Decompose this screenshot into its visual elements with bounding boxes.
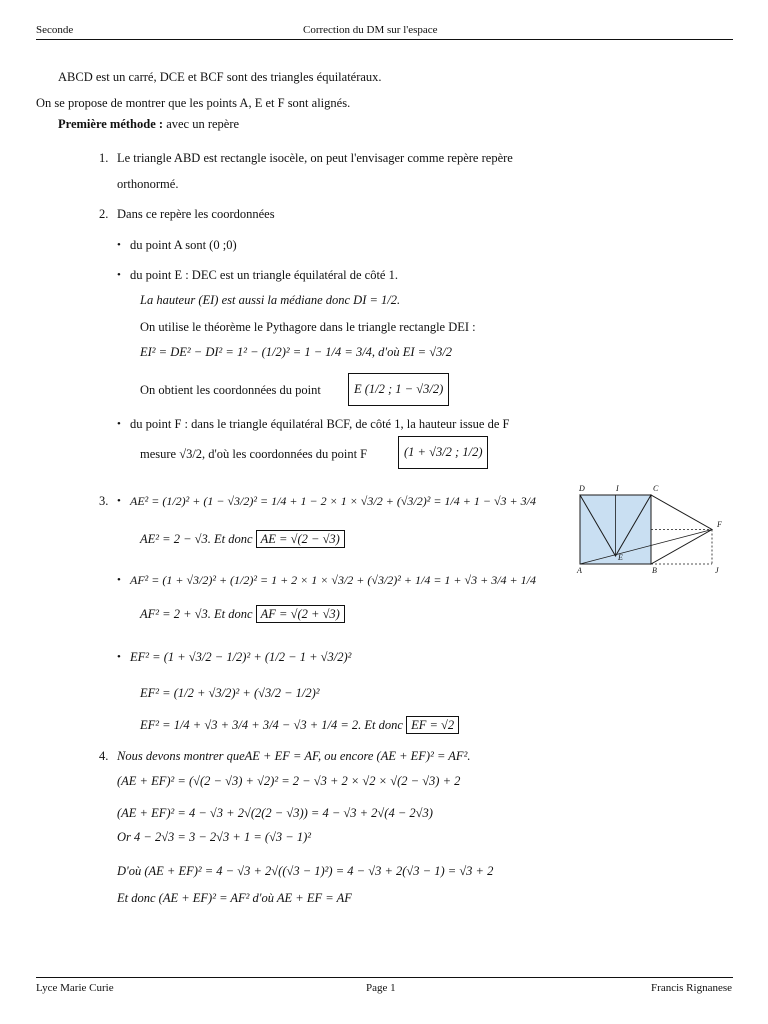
step4-line2: (AE + EF)² = (√(2 − √3) + √2)² = 2 − √3 + 2 × √2 × √(2 − √3) + 2	[117, 774, 461, 788]
af2-calc: AF² = (1 + √3/2)² + (1/2)² = 1 + 2 × 1 × √3/2 + (√3/2)² + 1/4 = 1 + √3 + 3/4 + 1/4	[130, 573, 536, 587]
ae-box: AE = √(2 − √3)	[256, 530, 345, 548]
bullet-e-line5: On obtient les coordonnées du point	[140, 383, 321, 397]
coord-f-box: (1 + √3/2 ; 1/2)	[398, 436, 488, 469]
footer-right: Francis Rignanese	[651, 982, 732, 994]
ae2-result-line	[140, 532, 345, 547]
bullet-dot: •	[117, 239, 121, 251]
header-left: Seconde	[36, 24, 74, 36]
method-label: Première méthode :	[58, 117, 164, 131]
step3-number: 3.	[99, 494, 109, 508]
intro-line1: ABCD est un carré, DCE et BCF sont des triangles équilatéraux.	[58, 70, 382, 84]
ef-box: EF = √2	[406, 716, 459, 734]
method-line	[58, 117, 239, 132]
bullet-dot: •	[117, 269, 121, 281]
af2-result-line	[140, 607, 345, 622]
step4-number: 4.	[99, 749, 109, 763]
step1-number: 1.	[99, 151, 109, 165]
step4-line4: Or 4 − 2√3 = 3 − 2√3 + 1 = (√3 − 1)²	[117, 830, 312, 844]
footer-left: Lyce Marie Curie	[36, 982, 114, 994]
bullet-dot: •	[117, 574, 121, 586]
ef2-line2: EF² = (1/2 + √3/2)² + (√3/2 − 1/2)²	[140, 686, 320, 700]
bullet-e-line2: La hauteur (EI) est aussi la médiane donc DI = 1/2.	[140, 293, 401, 307]
label-d: D	[579, 484, 585, 493]
ae2-result: AE² = 2 − √3. Et donc	[140, 532, 253, 546]
label-j: J	[715, 566, 719, 575]
step4-line5: D'où (AE + EF)² = 4 − √3 + 2√((√3 − 1)²) = 4 − √3 + 2(√3 − 1) = √3 + 2	[117, 864, 494, 878]
bullet-e-line4: EI² = DE² − DI² = 1² − (1/2)² = 1 − 1/4 = 3/4, d'où EI = √3/2	[140, 345, 453, 359]
af2-result: AF² = 2 + √3. Et donc	[140, 607, 253, 621]
step4-line1: Nous devons montrer queAE + EF = AF, ou encore (AE + EF)² = AF².	[117, 749, 471, 763]
step1-line1: Le triangle ABD est rectangle isocèle, on peut l'envisager comme repère repère	[117, 151, 513, 165]
label-b: B	[652, 566, 657, 575]
label-f: F	[717, 520, 722, 529]
step2-line1: Dans ce repère les coordonnées	[117, 207, 275, 221]
header-center: Correction du DM sur l'espace	[303, 24, 438, 36]
intro-line2: On se propose de montrer que les points A, E et F sont alignés.	[36, 96, 351, 110]
ef2-calc: EF² = (1 + √3/2 − 1/2)² + (1/2 − 1 + √3/2)²	[130, 650, 352, 664]
step1-line2: orthonormé.	[117, 177, 179, 191]
af-box: AF = √(2 + √3)	[256, 605, 345, 623]
label-i: I	[616, 484, 619, 493]
ef2-line3-wrap	[140, 718, 459, 733]
bullet-e-line1: du point E : DEC est un triangle équilatéral de côté 1.	[130, 268, 398, 282]
footer-rule	[36, 977, 733, 978]
label-a: A	[577, 566, 582, 575]
bullet-dot: •	[117, 651, 121, 663]
bullet-a: du point A sont (0 ;0)	[130, 238, 237, 252]
method-text: avec un repère	[166, 117, 240, 131]
bullet-dot: •	[117, 418, 121, 430]
ae2-calc: AE² = (1/2)² + (1 − √3/2)² = 1/4 + 1 − 2 × 1 × √3/2 + (√3/2)² = 1/4 + 1 − √3 + 3/4	[130, 494, 536, 508]
label-c: C	[653, 484, 659, 493]
step2-number: 2.	[99, 207, 109, 221]
header-rule	[36, 39, 733, 40]
geometry-figure	[574, 486, 734, 580]
bullet-dot: •	[117, 495, 121, 507]
ef2-line3: EF² = 1/4 + √3 + 3/4 + 3/4 − √3 + 1/4 = 2. Et donc	[140, 718, 403, 732]
step4-line3: (AE + EF)² = 4 − √3 + 2√(2(2 − √3)) = 4 − √3 + 2√(4 − 2√3)	[117, 806, 433, 820]
bullet-e-line3: On utilise le théorème le Pythagore dans le triangle rectangle DEI :	[140, 320, 476, 334]
coord-e-box: E (1/2 ; 1 − √3/2)	[348, 373, 449, 406]
footer-center: Page 1	[366, 982, 396, 994]
label-e: E	[618, 553, 623, 562]
bullet-f-line1: du point F : dans le triangle équilatéral BCF, de côté 1, la hauteur issue de F	[130, 417, 510, 431]
step4-line6: Et donc (AE + EF)² = AF² d'où AE + EF = AF	[117, 891, 352, 905]
bullet-f-line2: mesure √3/2, d'où les coordonnées du point F	[140, 447, 368, 461]
